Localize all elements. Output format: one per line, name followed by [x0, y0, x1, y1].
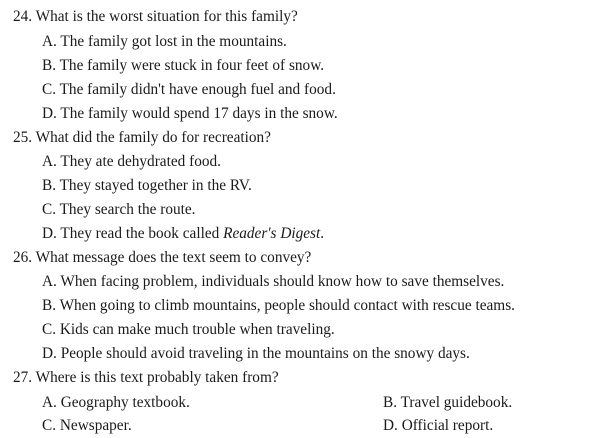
question-27-option-b: B. Travel guidebook.: [383, 394, 513, 411]
question-25-option-b: B. They stayed together in the RV.: [42, 177, 252, 194]
question-24-stem: 24. What is the worst situation for this family?: [13, 8, 298, 25]
question-26-option-d: D. People should avoid traveling in the mountains on the snowy days.: [42, 345, 470, 362]
question-25-option-a: A. They ate dehydrated food.: [42, 153, 221, 170]
question-26-option-a: A. When facing problem, individuals should know how to save themselves.: [42, 273, 505, 290]
question-24-option-d: D. The family would spend 17 days in the snow.: [42, 105, 338, 122]
question-27-stem: 27. Where is this text probably taken from?: [13, 369, 279, 386]
question-24-option-b: B. The family were stuck in four feet of snow.: [42, 57, 325, 74]
question-26-option-b: B. When going to climb mountains, people should contact with rescue teams.: [42, 297, 515, 314]
question-25-option-c: C. They search the route.: [42, 201, 196, 218]
question-25-option-d-suffix: .: [320, 225, 325, 242]
book-title: Reader's Digest: [223, 225, 321, 242]
question-27-option-a: A. Geography textbook.: [42, 394, 190, 411]
question-24-option-a: A. The family got lost in the mountains.: [42, 33, 287, 50]
question-27-option-c: C. Newspaper.: [42, 417, 132, 434]
question-26-stem: 26. What message does the text seem to convey?: [13, 249, 312, 266]
question-26-option-c: C. Kids can make much trouble when traveling.: [42, 321, 335, 338]
question-27-option-d: D. Official report.: [383, 417, 494, 434]
question-25-option-d-prefix: D. They read the book called: [42, 225, 224, 242]
question-25-option-d: [42, 226, 324, 241]
question-24-option-c: C. The family didn't have enough fuel and food.: [42, 81, 336, 98]
question-25-stem: 25. What did the family do for recreation?: [13, 129, 271, 146]
